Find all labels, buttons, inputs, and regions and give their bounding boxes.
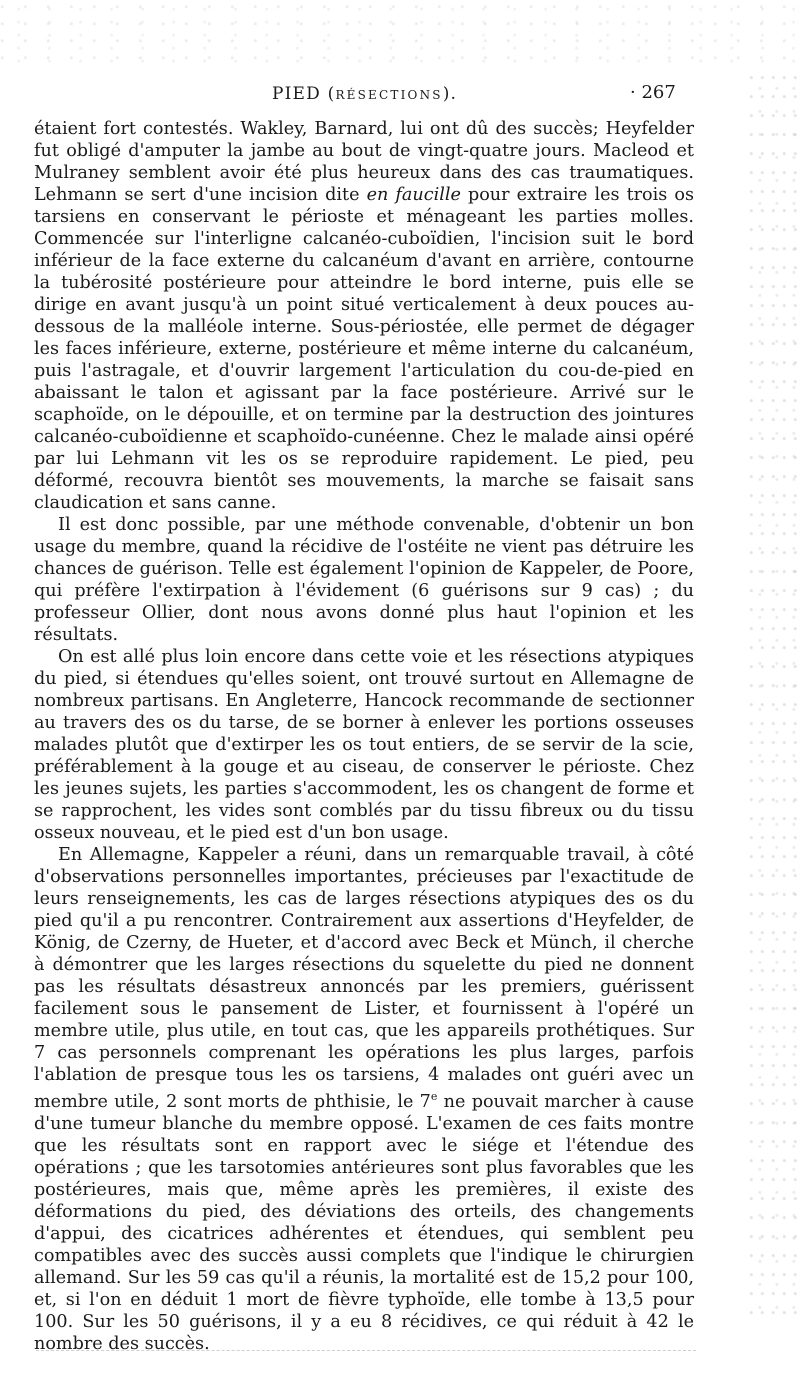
footer-scan-rule xyxy=(36,1350,696,1351)
paragraph-4-superscript: e xyxy=(430,1090,438,1103)
running-head-main: PIED ( xyxy=(272,84,336,104)
paragraph-1 xyxy=(34,118,694,514)
page-number: · 267 xyxy=(630,82,676,103)
paragraph-4-text-a: En Allemagne, Kappeler a réuni, dans un remarquable travail, à côté d'observations personnelles importantes, précieuses par l'exactitude de leurs renseignements, les cas de larges résections atypiques des os du pied qu'il a pu rencontrer. Contrairement aux assertions d'Heyfelder, de König, de Czerny, de Hueter, et d'accord avec Beck et Münch, il cherche à démontrer que les larges résections du squelette du pied ne donnent pas les résultats désastreux annoncés par les premiers, guérissent facilement sous le pansement de Lister, et fournissent à l'opéré un membre utile, plus utile, en tout cas, que les appareils prothétiques. Sur 7 cas personnels comprenant les opérations les plus larges, parfois l'ablation de presque tous les os tarsiens, 4 malades ont guéri avec un membre utile, 2 sont morts de phthisie, le 7 xyxy=(34,845,694,1112)
scan-noise-right-margin xyxy=(748,70,800,1320)
page-body xyxy=(34,118,694,1355)
paragraph-4 xyxy=(34,844,694,1355)
paragraph-4-text-b: ne pouvait marcher à cause d'une tumeur blanche du membre opposé. L'examen de ces faits montre que les résultats sont en rapport avec le siége et l'étendue des opérations ; que les tarsotomies antérieures sont plus favorables que les postérieures, mais que, même après les premières, il existe des déformations du pied, des déviations des orteils, des changements d'appui, des cicatrices adhérentes et étendues, qui semblent peu compatibles avec des succès aussi complets que l'indique le chirurgien allemand. Sur les 59 cas qu'il a réunis, la mortalité est de 15,2 pour 100, et, si l'on en déduit 1 mort de fièvre typhoïde, elle tombe à 13,5 pour 100. Sur les 50 guérisons, il y a eu 8 récidives, ce qui réduit à 42 le nombre des succès. xyxy=(34,1091,695,1354)
paragraph-1-italic-term: en faucille xyxy=(366,185,461,205)
running-head-small-caps: RÉSECTIONS xyxy=(335,88,443,102)
scan-noise-top xyxy=(0,0,800,70)
paragraph-3: On est allé plus loin encore dans cette voie et les résections atypiques du pied, si étendues qu'elles soient, ont trouvé surtout en Allemagne de nombreux partisans. En Angleterre, Hancock recommande de sectionner au travers des os du tarse, de se borner à enlever les portions osseuses malades plutôt que d'extirper les os tout entiers, de se servir de la scie, préférablement à la gouge et au ciseau, de conserver le périoste. Chez les jeunes sujets, les parties s'accommodent, les os changent de forme et se rapprochent, les vides sont comblés par du tissu fibreux ou du tissu osseux nouveau, et le pied est d'un bon usage. xyxy=(34,647,694,843)
running-head-end: ). xyxy=(442,84,458,104)
paragraph-2: Il est donc possible, par une méthode convenable, d'obtenir un bon usage du membre, quand la récidive de l'ostéite ne vient pas détruire les chances de guérison. Telle est également l'opinion de Kappeler, de Poore, qui préfère l'extirpation à l'évidement (6 guérisons sur 9 cas) ; du professeur Ollier, dont nous avons donné plus haut l'opinion et les résultats. xyxy=(34,515,694,645)
paragraph-1-text-b: pour extraire les trois os tarsiens en conservant le périoste et ménageant les parties molles. Commencée sur l'interligne calcanéo-cuboïdien, l'incision suit le bord inférieur de la face externe du calcanéum d'avant en arrière, contourne la tubérosité postérieure pour atteindre le bord interne, puis elle se dirige en avant jusqu'à un point situé verticalement à deux pouces au-dessous de la malléole interne. Sous-périostée, elle permet de dégager les faces inférieure, externe, postérieure et même interne du calcanéum, puis l'astragale, et d'ouvrir largement l'articulation du cou-de-pied en abaissant le talon et agissant par la face postérieure. Arrivé sur le scaphoïde, on le dépouille, et on termine par la destruction des jointures calcanéo-cuboïdienne et scaphoïdo-cunéenne. Chez le malade ainsi opéré par lui Lehmann vit les os se reproduire rapidement. Le pied, peu déformé, recouvra bientôt ses mouvements, la marche se faisait sans claudication et sans canne. xyxy=(34,185,694,513)
paragraph-1-text-a: étaient fort contestés. Wakley, Barnard, lui ont dû des succès; Heyfelder fut obligé d'amputer la jambe au bout de vingt-quatre jours. Macleod et Mulraney semblent avoir été plus heureux dans des cas traumatiques. Lehmann se sert d'une incision dite xyxy=(34,119,694,205)
page-header xyxy=(0,82,800,112)
running-head xyxy=(272,84,457,104)
